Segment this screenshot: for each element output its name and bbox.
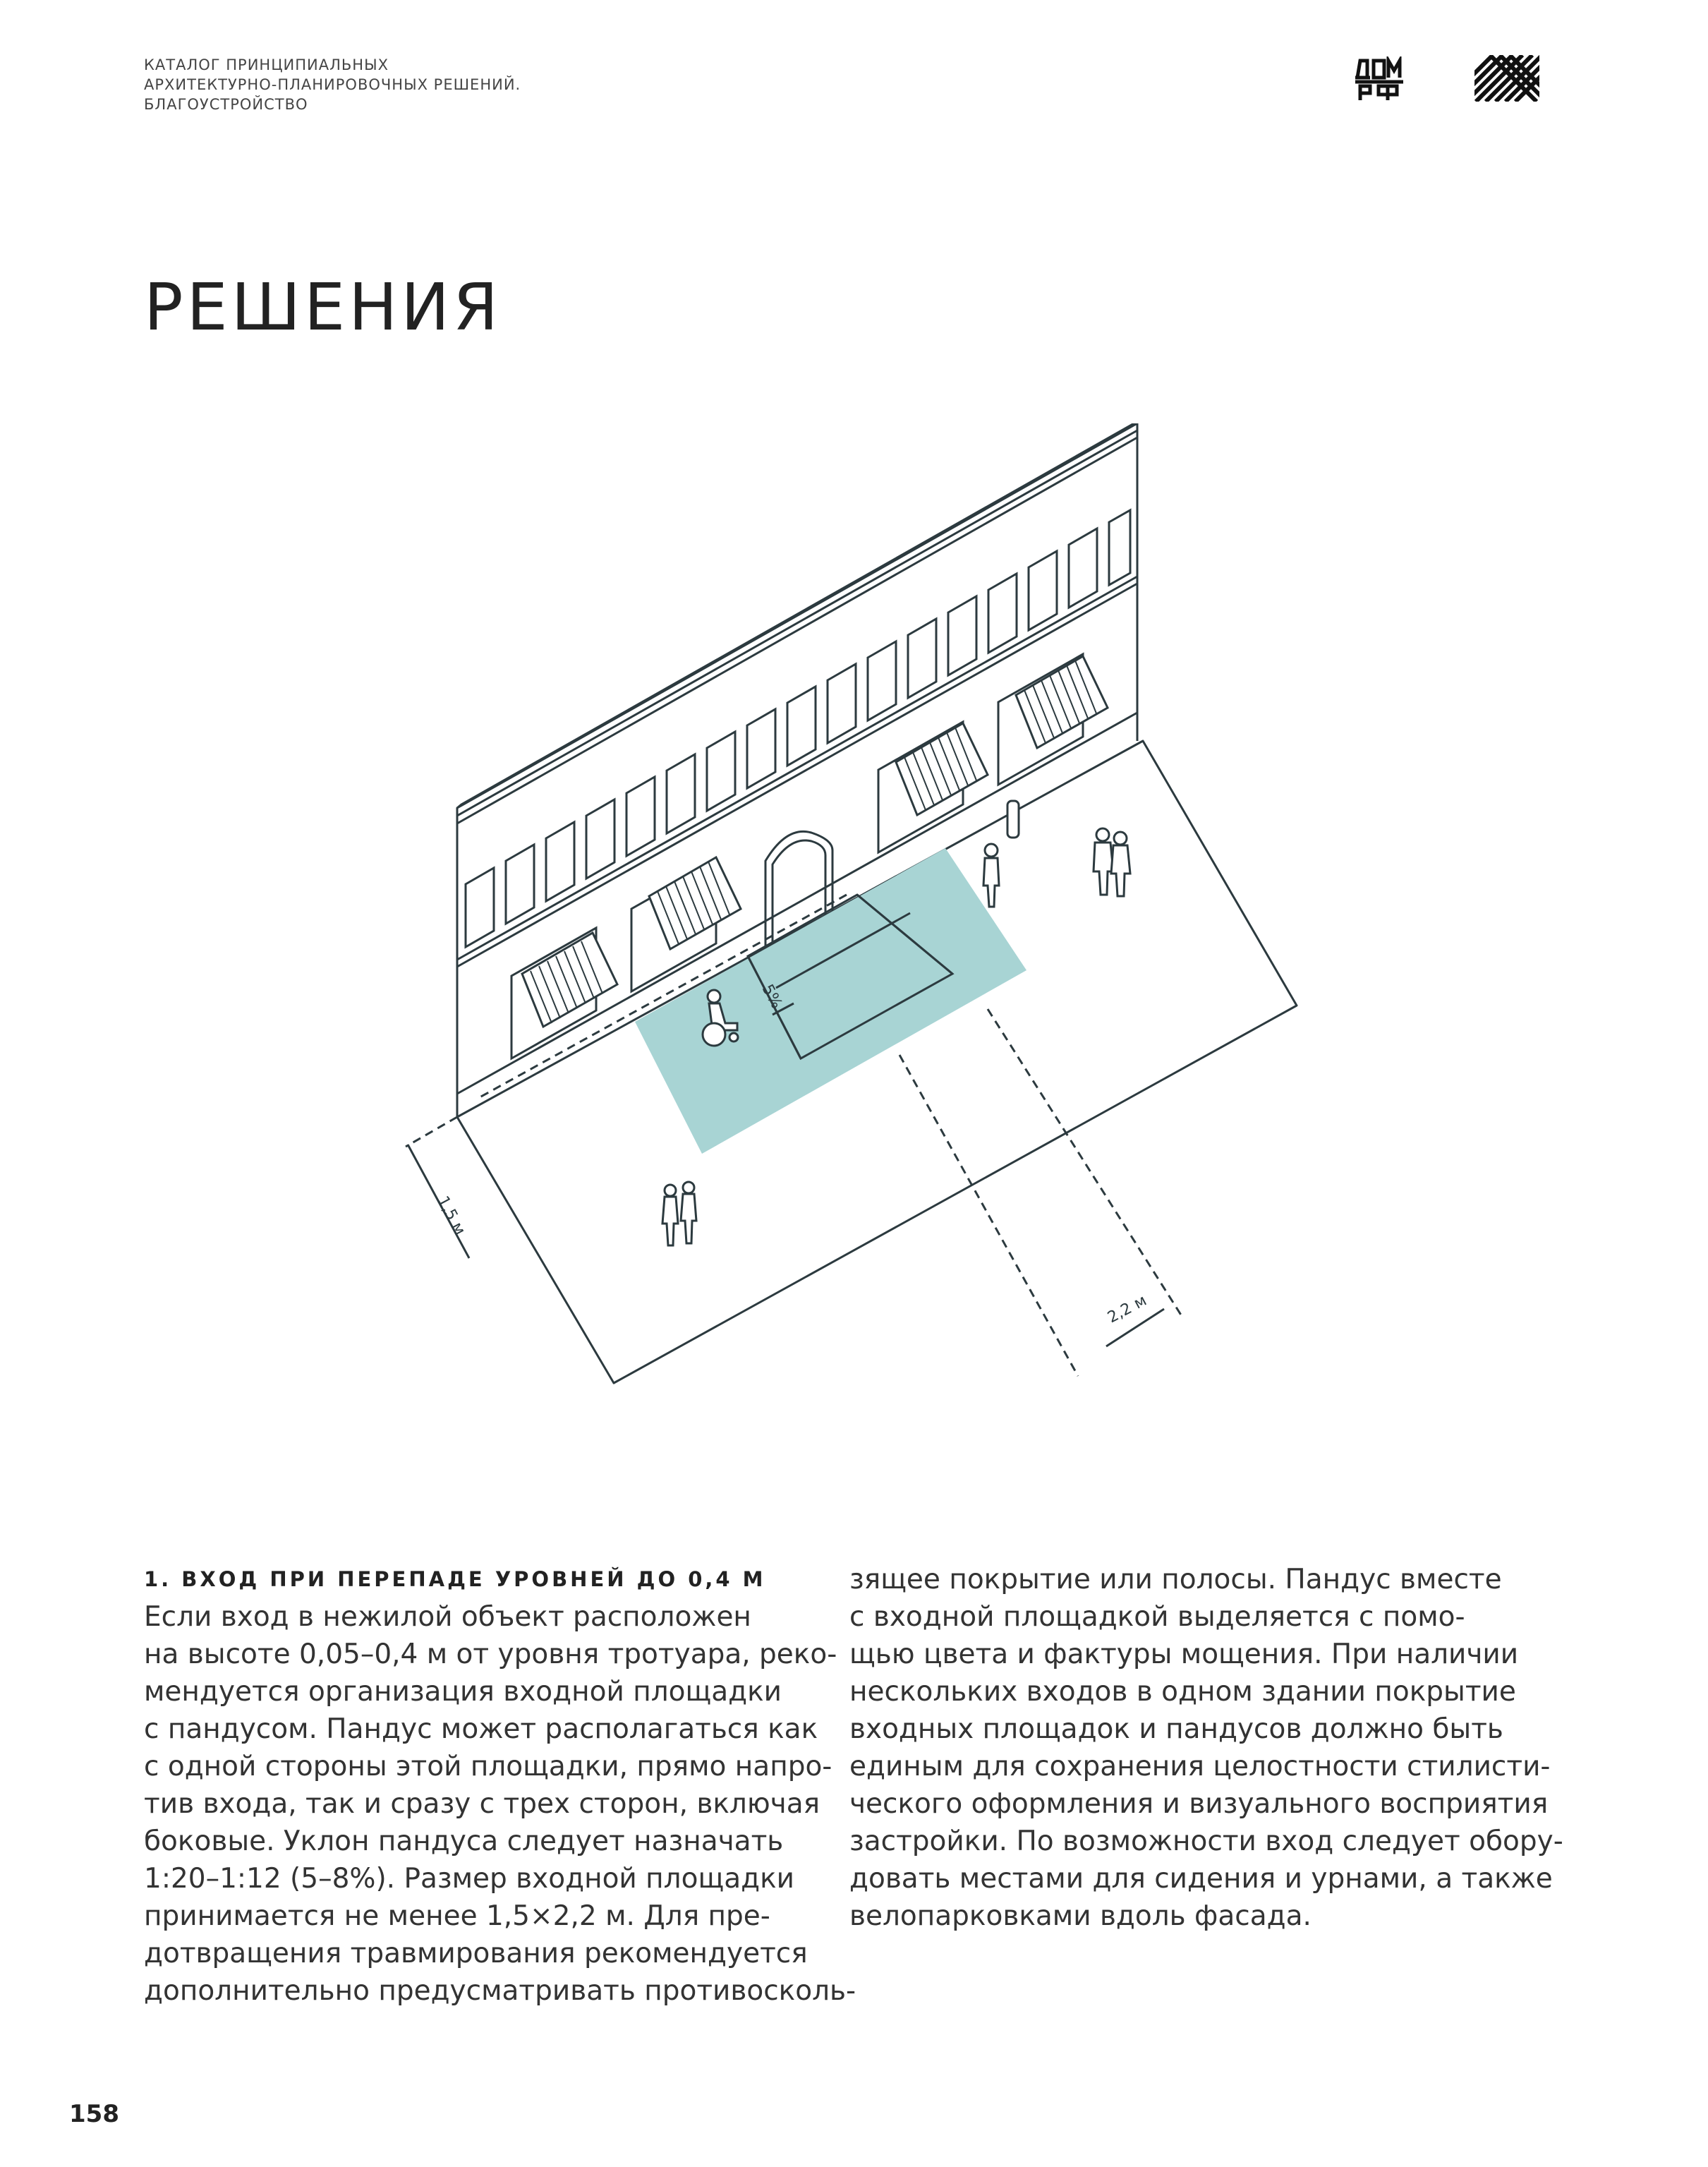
body-line: принимается не менее 1,5×2,2 м. Для пре- (144, 1900, 770, 1932)
body-line: ческого оформления и визуального восприятия (849, 1788, 1549, 1820)
body-line: довать местами для сидения и урнами, а также (849, 1863, 1553, 1895)
body-line: зящее покрытие или полосы. Пандус вместе (849, 1564, 1502, 1595)
body-line: нескольких входов в одном здании покрытие (849, 1676, 1516, 1708)
width-dimension-label: 1,5 м (433, 1193, 469, 1238)
page-title: РЕШЕНИЯ (144, 270, 502, 345)
body-line: входных площадок и пандусов должно быть (849, 1713, 1503, 1745)
running-header-line: БЛАГОУСТРОЙСТВО (144, 96, 308, 113)
body-line: мендуется организация входной площадки (144, 1676, 782, 1708)
slope-label: 5% (758, 982, 786, 1012)
text-column-left (144, 1561, 856, 2010)
entrance-ramp-diagram (367, 423, 1355, 1454)
body-line: велопарковками вдоль фасада. (849, 1900, 1312, 1932)
body-line: с входной площадкой выделяется с помо- (849, 1601, 1465, 1633)
text-column-right (849, 1561, 1563, 1935)
page-number: 158 (69, 2100, 119, 2128)
pedestrians (662, 1182, 696, 1245)
body-line: Если вход в нежилой объект расположен (144, 1601, 751, 1633)
body-line: на высоте 0,05–0,4 м от уровня тротуара, реко- (144, 1638, 837, 1670)
person-standing (983, 844, 999, 907)
running-header-line: АРХИТЕКТУРНО-ПЛАНИРОВОЧНЫХ РЕШЕНИЙ. (144, 76, 521, 93)
section-heading: 1. ВХОД ПРИ ПЕРЕПАДЕ УРОВНЕЙ ДО 0,4 М (144, 1567, 766, 1591)
running-header-line: КАТАЛОГ ПРИНЦИПИАЛЬНЫХ (144, 56, 389, 73)
body-line: застройки. По возможности вход следует обору- (849, 1825, 1563, 1857)
body-line: единым для сохранения целостности стилисти- (849, 1751, 1551, 1782)
body-line: дотвращения травмирования рекомендуется (144, 1938, 808, 1969)
dom-rf-logo (1353, 56, 1405, 102)
body-line: с одной стороны этой площадки, прямо напро- (144, 1751, 832, 1782)
body-line: щью цвета и фактуры мощения. При наличии (849, 1638, 1519, 1670)
body-line: дополнительно предусматривать противосколь- (144, 1975, 856, 2007)
body-line: 1:20–1:12 (5–8%). Размер входной площадки (144, 1863, 794, 1895)
length-dimension-label: 2,2 м (1105, 1291, 1150, 1327)
body-line: тив входа, так и сразу с трех сторон, включая (144, 1788, 820, 1820)
couple-walking (1094, 828, 1130, 896)
pattern-logo (1474, 55, 1539, 102)
body-line: с пандусом. Пандус может располагаться как (144, 1713, 818, 1745)
body-line: боковые. Уклон пандуса следует назначать (144, 1825, 784, 1857)
sidewalk-plane (457, 741, 1297, 1383)
running-header (144, 55, 521, 114)
